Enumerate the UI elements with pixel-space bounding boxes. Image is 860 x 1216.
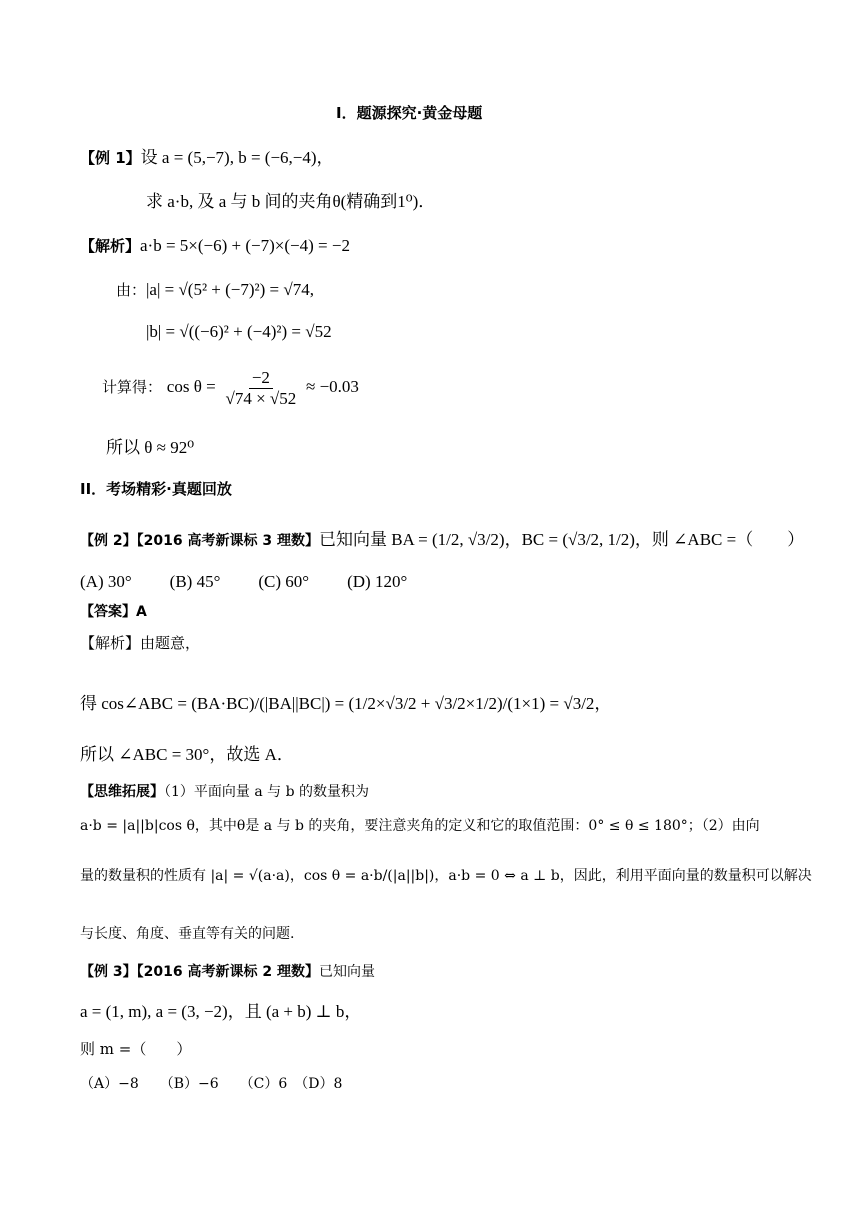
norm-a-formula: |a| = √(5² + (−7)²) = √74, xyxy=(146,280,314,299)
cos-denominator: √74 × √52 xyxy=(225,388,297,408)
option-b: (B) 45° xyxy=(169,572,221,591)
extension-text-4: 与长度、角度、垂直等有关的问题. xyxy=(80,926,295,942)
example-1-statement xyxy=(80,148,334,168)
example-2-stem: 已知向量 BA = (1/2, √3/2)，BC = (√3/2, 1/2)，则 ∠ABC =（ ） xyxy=(318,530,805,549)
solution-tag: 【解析】 xyxy=(80,237,141,255)
example-3-options: （A）−8 （B）−6 （C）6 （D）8 xyxy=(80,1076,343,1092)
example-2-cos-formula: 得 cos∠ABC = (BA·BC)/(|BA||BC|) = (1/2×√3/2 + √3/2×1/2)/(1×1) = √3/2， xyxy=(80,694,612,713)
example-1-question: 求 a·b, 及 a 与 b 间的夹角θ(精确到1⁰)． xyxy=(146,192,436,211)
example-2-solution-intro: 【解析】由题意， xyxy=(80,634,201,652)
cos-calculation xyxy=(102,368,359,408)
norm-b-formula: |b| = √((−6)² + (−4)²) = √52 xyxy=(146,322,332,341)
example-3-question: 则 m =（ ） xyxy=(80,1040,192,1058)
example-1-given: 设 a = (5,−7), b = (−6,−4)， xyxy=(140,148,334,167)
example-1-conclusion: 所以 θ ≈ 92⁰ xyxy=(106,438,195,457)
example-3-tag: 【例 3】【2016 高考新课标 2 理数】 xyxy=(80,964,319,980)
example-1-solution-dot xyxy=(80,236,350,256)
cos-fraction xyxy=(222,368,299,408)
extension-text-2: a·b = |a||b|cos θ，其中θ是 a 与 b 的夹角，要注意夹角的定义和它的取值范围：0° ≤ θ ≤ 180°；（2）由向 xyxy=(80,818,760,834)
example-3-vectors: a = (1, m), a = (3, −2)，且 (a + b) ⊥ b， xyxy=(80,1002,362,1021)
cos-lhs: cos θ = xyxy=(166,377,216,397)
thinking-extension-line-1 xyxy=(80,782,369,801)
example-3-stem: 已知向量 xyxy=(318,964,375,980)
calc-prefix: 计算得： xyxy=(102,378,163,397)
cos-rhs: ≈ −0.03 xyxy=(306,377,359,397)
option-c: (C) 60° xyxy=(258,572,310,591)
norm-a-line xyxy=(116,280,314,300)
section-title-1: I．题源探究·黄金母题 xyxy=(336,104,483,122)
extension-text-1: （1）平面向量 a 与 b 的数量积为 xyxy=(164,784,370,800)
option-a: (A) 30° xyxy=(80,572,132,591)
example-2-options xyxy=(80,572,640,592)
example-2-conclusion: 所以 ∠ABC = 30°，故选 A． xyxy=(80,745,294,764)
norm-prefix: 由： xyxy=(116,281,147,299)
example-2-statement xyxy=(80,530,804,550)
option-d: (D) 120° xyxy=(347,572,408,591)
cos-numerator: −2 xyxy=(249,368,273,389)
example-1-tag: 【例 1】 xyxy=(80,149,141,167)
example-2-answer: 【答案】A xyxy=(80,604,147,620)
dot-product-formula: a·b = 5×(−6) + (−7)×(−4) = −2 xyxy=(140,236,350,255)
extension-text-3: 量的数量积的性质有 |a| = √(a·a)，cos θ = a·b/(|a||b|)，a·b = 0 ⇔ a ⊥ b，因此，利用平面向量的数量积可以解决 xyxy=(80,868,812,884)
example-3-statement xyxy=(80,962,375,981)
example-2-tag: 【例 2】【2016 高考新课标 3 理数】 xyxy=(80,533,319,549)
section-title-2: II．考场精彩·真题回放 xyxy=(80,480,232,498)
extension-tag: 【思维拓展】 xyxy=(80,784,164,800)
